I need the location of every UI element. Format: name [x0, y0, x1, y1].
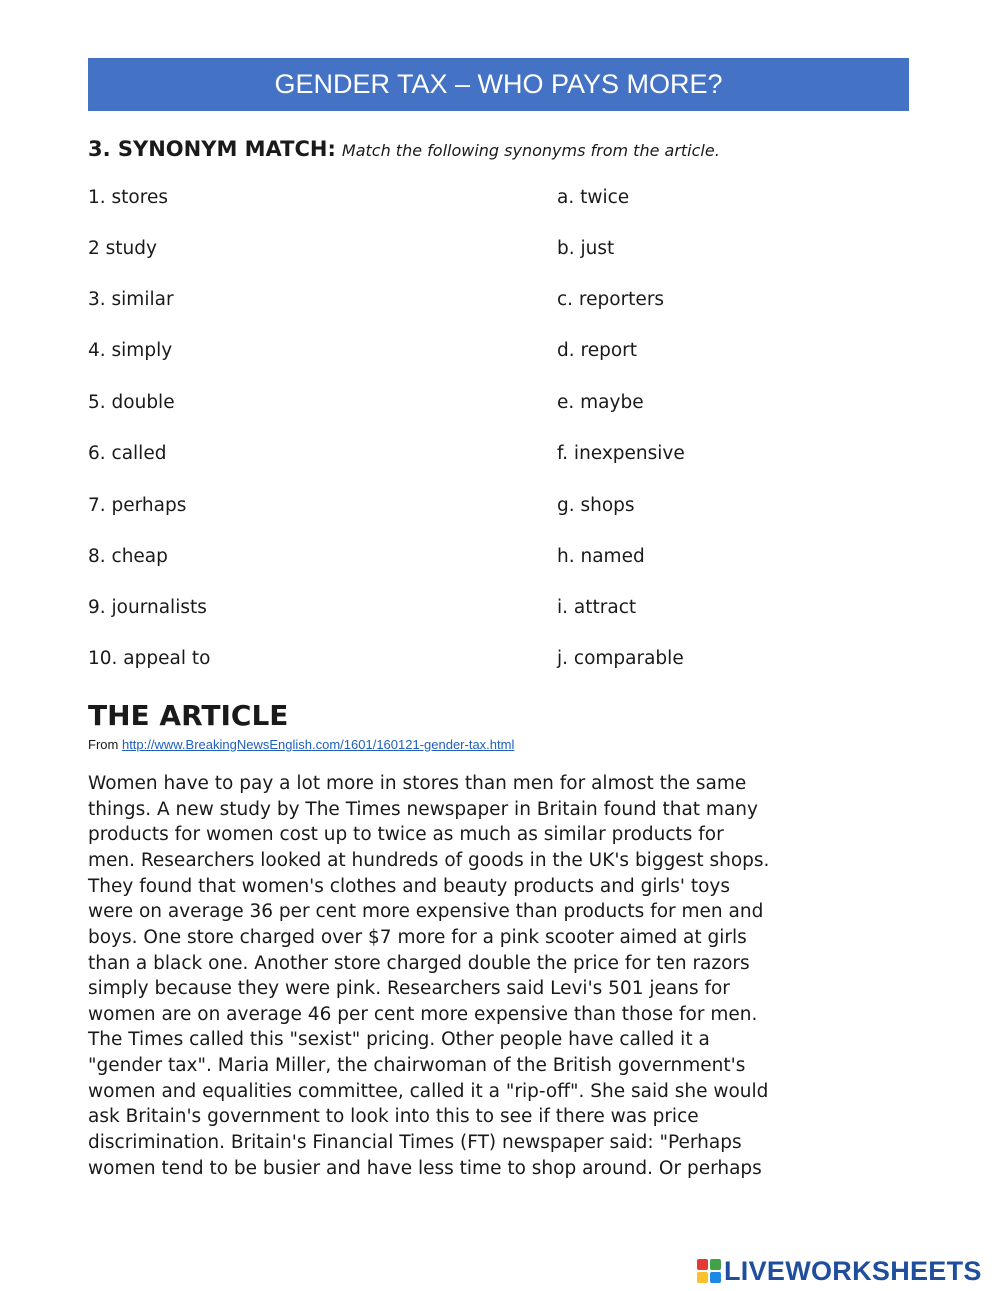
article-line: They found that women's clothes and beauty products and girls' toys: [88, 876, 730, 897]
title-banner: [88, 58, 909, 111]
article-line: women and equalities committee, called it a "rip-off". She said she would: [88, 1081, 769, 1102]
article-line: discrimination. Britain's Financial Times (FT) newspaper said: "Perhaps: [88, 1132, 742, 1153]
match-left-item: 7. perhaps: [88, 495, 187, 516]
match-row: [88, 288, 888, 312]
article-line: products for women cost up to twice as much as similar products for: [88, 824, 724, 845]
article-line: women are on average 46 per cent more expensive than those for men.: [88, 1004, 758, 1025]
match-left-item: 8. cheap: [88, 546, 168, 567]
match-left-item: 5. double: [88, 392, 175, 413]
logo-square: [697, 1272, 708, 1283]
logo-text: LIVEWORKSHEETS: [724, 1255, 982, 1286]
article-line: were on average 36 per cent more expensive than products for men and: [88, 901, 764, 922]
match-row: [88, 237, 888, 261]
match-left-item: 1. stores: [88, 187, 168, 208]
match-left-item: 10. appeal to: [88, 648, 211, 669]
match-left-item: 2 study: [88, 238, 157, 259]
match-row: [88, 494, 888, 518]
article-title: THE ARTICLE: [88, 699, 289, 732]
match-right-item: c. reporters: [557, 289, 665, 310]
match-row: [88, 391, 888, 415]
logo-square: [697, 1259, 708, 1270]
article-line: "gender tax". Maria Miller, the chairwoman of the British government's: [88, 1055, 746, 1076]
article-line: ask Britain's government to look into this to see if there was price: [88, 1106, 699, 1127]
match-left-item: 4. simply: [88, 340, 173, 361]
match-row: [88, 545, 888, 569]
page-title: GENDER TAX – WHO PAYS MORE?: [274, 69, 723, 99]
match-right-item: i. attract: [557, 597, 637, 618]
match-row: [88, 339, 888, 363]
article-line: women tend to be busier and have less time to shop around. Or perhaps: [88, 1158, 762, 1179]
match-right-item: h. named: [557, 546, 645, 567]
article-line: than a black one. Another store charged double the price for ten razors: [88, 953, 750, 974]
match-left-item: 9. journalists: [88, 597, 207, 618]
match-row: [88, 186, 888, 210]
match-right-item: d. report: [557, 340, 638, 361]
exercise-heading: [88, 137, 720, 161]
logo-square: [710, 1272, 721, 1283]
logo-square: [710, 1259, 721, 1270]
article-line: The Times called this "sexist" pricing. Other people have called it a: [88, 1029, 710, 1050]
article-line: Women have to pay a lot more in stores than men for almost the same: [88, 773, 747, 794]
logo-icon: [697, 1259, 721, 1283]
match-right-item: f. inexpensive: [557, 443, 685, 464]
article-line: boys. One store charged over $7 more for a pink scooter aimed at girls: [88, 927, 747, 948]
article-line: men. Researchers looked at hundreds of goods in the UK's biggest shops.: [88, 850, 770, 871]
match-left-item: 6. called: [88, 443, 167, 464]
match-right-item: j. comparable: [557, 648, 684, 669]
article-source: [88, 737, 514, 752]
match-right-item: a. twice: [557, 187, 630, 208]
match-right-item: b. just: [557, 238, 615, 259]
article-line: simply because they were pink. Researchers said Levi's 501 jeans for: [88, 978, 730, 999]
match-row: [88, 596, 888, 620]
match-row: [88, 647, 888, 671]
article-line: things. A new study by The Times newspaper in Britain found that many: [88, 799, 758, 820]
liveworksheets-logo[interactable]: [697, 1256, 982, 1286]
match-right-item: g. shops: [557, 495, 635, 516]
exercise-label: 3. SYNONYM MATCH:: [88, 137, 336, 161]
source-link[interactable]: http://www.BreakingNewsEnglish.com/1601/160121-gender-tax.html: [121, 737, 515, 752]
source-label: From: [88, 737, 119, 752]
exercise-instruction: Match the following synonyms from the article.: [341, 141, 720, 160]
match-row: [88, 442, 888, 466]
match-right-item: e. maybe: [557, 392, 644, 413]
match-left-item: 3. similar: [88, 289, 174, 310]
